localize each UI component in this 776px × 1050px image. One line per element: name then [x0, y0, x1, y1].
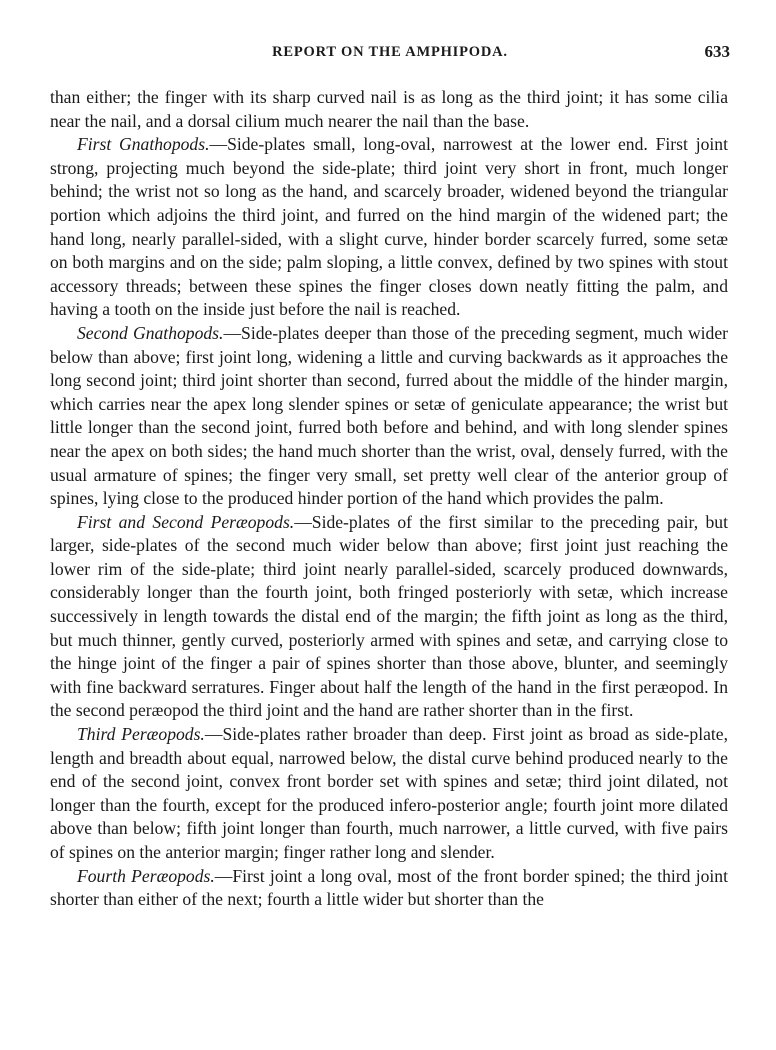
paragraph-second-gnathopods — [50, 322, 728, 511]
page-header — [50, 44, 730, 66]
paragraph-text: —Side-plates small, long-oval, narrowest at the lower end. First joint strong, projecting much beyond the side-plate; third joint very short in front, much longer behind; the wrist not so long as the hand, and scarcely broader, widened beyond the triangular portion which adjoins the third joint, and furred on the hind margin of the widened part; the hand long, nearly parallel-sided, with a slight curve, hinder border scarcely furred, some setæ on both margins and on the side; palm sloping, a little convex, defined by two spines with stout accessory threads; between these spines the finger closes down neatly fitting the palm, and having a tooth on the inside just before the nail is reached. — [50, 134, 728, 320]
paragraph-fourth-peraeopods — [50, 865, 728, 912]
paragraph-continuation — [50, 86, 728, 133]
body-text — [50, 86, 728, 912]
section-heading: First and Second Peræopods. — [77, 511, 295, 532]
paragraph-text: than either; the finger with its sharp curved nail is as long as the third joint; it has some cilia near the nail, and a dorsal cilium much nearer the nail than the base. — [50, 87, 728, 131]
section-heading: Second Gnathopods. — [77, 322, 224, 343]
paragraph-text: —Side-plates of the first similar to the preceding pair, but larger, side-plates of the second much wider below than above; first joint just reaching the lower rim of the side-plate; third joint nearly parallel-sided, scarcely produced downwards, considerably longer than the fourth joint, both fringed posteriorly with setæ, which increase successively in length towards the distal end of the margin; the fifth joint as long as the third, but much thinner, gently curved, posteriorly armed with spines and setæ, and carrying close to the hinge joint of the finger a pair of spines shorter than those above, blunter, and seemingly with fine backward serratures. Finger about half the length of the hand in the first peræopod. In the second peræopod the third joint and the hand are rather shorter than in the first. — [50, 511, 728, 721]
paragraph-text: —Side-plates rather broader than deep. First joint as broad as side-plate, length and breadth about equal, narrowed below, the distal curve behind produced nearly to the end of the second joint, convex front border set with spines and setæ; third joint dilated, not longer than the fourth, except for the produced infero-posterior angle; fourth joint more dilated above than below; fifth joint longer than fourth, much narrower, a little curved, with five pairs of spines on the anterior margin; finger rather long and slender. — [50, 724, 728, 862]
paragraph-text: —Side-plates deeper than those of the preceding segment, much wider below than above; first joint long, widening a little and curving backwards as it approaches the long second joint; third joint shorter than second, furred about the middle of the hinder margin, which carries near the apex long slender spines or setæ of geniculate appearance; the wrist but little longer than the second joint, furred both before and behind, and with long slender spines near the apex on both sides; the hand much shorter than the wrist, oval, densely furred, with the usual armature of spines; the finger very small, set pretty well clear of the anterior group of spines, lying close to the produced hinder portion of the hand which provides the palm. — [50, 322, 729, 509]
paragraph-first-gnathopods — [50, 133, 728, 322]
page-number: 633 — [704, 42, 730, 61]
paragraph-third-peraeopods — [50, 723, 728, 865]
section-heading: Third Peræopods. — [77, 724, 205, 745]
paragraph-first-second-peraeopods — [50, 511, 728, 723]
section-heading: First Gnathopods. — [77, 134, 210, 155]
section-heading: Fourth Peræopods. — [77, 865, 215, 886]
paragraph-text: —First joint a long oval, most of the front border spined; the third joint shorter than either of the next; fourth a little wider but shorter than the — [50, 865, 728, 910]
running-title: REPORT ON THE AMPHIPODA. — [272, 44, 508, 60]
